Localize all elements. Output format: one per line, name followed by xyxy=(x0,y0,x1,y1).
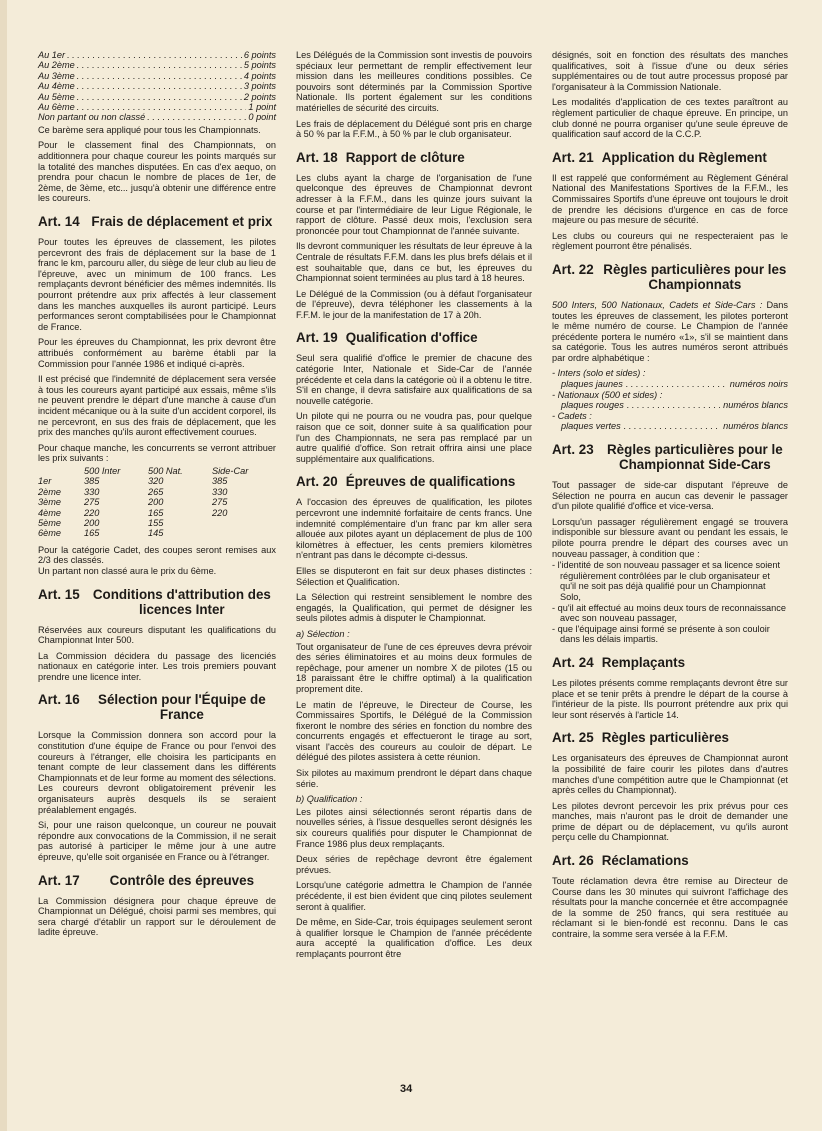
paragraph: Réservées aux coureurs disputant les qualifications du Championnat Inter 500. xyxy=(38,624,276,646)
paragraph: Ils devront communiquer les résultats de leur épreuve à la Centrale de résultats F.F.M. dans les plus brefs délais et il est souhaitable que, dans ce but, les épreuves du Championnat soient terminées au plus tard à 18 heures. xyxy=(296,241,532,284)
prize-table-header: 500 Inter 500 Nat. Side-Car xyxy=(84,465,249,476)
paragraph: Les Délégués de la Commission sont investis de pouvoirs spéciaux leur permettant de remplir effectivement leur mission dans les meilleures conditions possibles. Ce pouvoirs sont déterminés par la Commission Sportive Nationale. Ils portent également sur les conditions matérielles de sécurité des circuits. xyxy=(296,50,532,113)
article-heading: Art. 19 Qualification d'office xyxy=(296,330,478,346)
plate-category: - Cadets : xyxy=(552,410,592,421)
article-heading: Art. 21 Application du Règlement xyxy=(552,149,767,165)
prize-row: 6ème 165 145 xyxy=(38,528,164,539)
condition-list xyxy=(552,560,788,645)
article-heading: Art. 14 Frais de déplacement et prix xyxy=(38,214,273,229)
points-row: Au 6ème . . . 1 point xyxy=(38,102,276,112)
list-item: - que l'équipage ainsi formé se présente à son couloir dans les délais impartis. xyxy=(560,624,788,645)
paragraph: Pour les épreuves du Championnat, les prix devront être attribués conformément au barème établi par la Commission pour l'année 1986 et indiqué ci-après. xyxy=(38,337,276,369)
plate-category: - Nationaux (500 et sides) : xyxy=(552,389,663,400)
paragraph: Tout passager de side-car disputant l'épreuve de Sélection ne pourra en aucun cas devenir le passager d'un pilote qualifié d'office et vice-versa. xyxy=(552,480,788,512)
prize-row: 2ème 330 265 330 xyxy=(38,486,228,497)
subheading: a) Sélection : xyxy=(296,628,350,639)
lead-text: 500 Inters, 500 Nationaux, Cadets et Side-Cars : xyxy=(552,299,763,310)
prize-row: 4ème 220 165 220 xyxy=(38,507,228,518)
paragraph: Les pilotes devront percevoir les prix prévus pour ces manches, mais n'auront pas le droit de demander une prime de départ ou de déplacement, vu qu'ils auront perçu celle du Championnat. xyxy=(552,800,788,843)
plate-list xyxy=(552,368,788,432)
paragraph: A l'occasion des épreuves de qualification, les pilotes percevront une indemnité forfaitaire de cents francs. Une indemnité complémentaire d'un franc par km aller sera allouée aux pilotes ayant un déplacement de plus de 100 kilomètres à effectuer, les cents premiers kilomètres n'entrant pas dans le décompte ci-dessus. xyxy=(296,497,532,561)
points-row: Au 2ème . . . 5 points xyxy=(38,60,276,70)
paragraph: Il est précisé que l'indemnité de déplacement sera versée à tous les coureurs ayant participé aux essais, même s'ils ne peuvent prendre le départ d'une manche à cause d'un incident mécanique ou à la suite d'un accident corporel, ils ne percevront, en sus des frais de déplacement, que les prix des manches qu'ils auront effectivement courues. xyxy=(38,374,276,438)
paragraph: La Commission décidera du passage des licenciés nationaux en catégorie inter. Les trois premiers pouvant prendre une licence inter. xyxy=(38,650,276,682)
paragraph: Six pilotes au maximum prendront le départ dans chaque série. xyxy=(296,768,532,789)
paragraph: Les pilotes ainsi sélectionnés seront répartis dans de nouvelles séries, à l'issue desquelles seront désignés les six coureurs qualifiés pour disputer le Championnat de France 1986 plus deux remplaçants. xyxy=(296,806,532,849)
paragraph: 500 Inters, 500 Nationaux, Cadets et Side-Cars : Dans toutes les épreuves de classement, les pilotes porteront le même numéro de course. Le Champion de l'année précédente portera le numéro «1», s'il se maintient dans sa catégorie. Tous les autres numéros seront attribués par ordre alphabétique : xyxy=(552,299,788,363)
list-item: - l'identité de son nouveau passager et sa licence soient régulièrement contrôlées par le club organisateur et qu'il ne soit pas déjà qualifié pour un Championnat Solo, xyxy=(560,560,788,602)
page-edge-shadow xyxy=(0,0,7,1131)
subheading: b) Qualification : xyxy=(296,794,363,805)
article-heading: Art. 22 Règles particulières pour les Championnats xyxy=(552,261,787,292)
article-heading: Art. 26 Réclamations xyxy=(552,853,689,869)
paragraph: Les clubs ou coureurs qui ne respecteraient pas le règlement pourront être pénalisés. xyxy=(552,230,788,252)
paragraph: Si, pour une raison quelconque, un coureur ne pouvait répondre aux convocations de la Commission, il ne serait pas autorisé à participer le même jour à une autre épreuve, qu'elle soit organisée en France ou à l'étranger. xyxy=(38,820,276,862)
paragraph: Le matin de l'épreuve, le Directeur de Course, les Commissaires Sportifs, le Délégué de la Commission fixeront le nombre des séries en fonction du nombre des concurrents engagés et effectueront le tirage au sort, visant l'accès des coureurs au couloir de départ. Le délégué des pilotes assistera à cette réunion. xyxy=(296,699,532,763)
plate-category: - Inters (solo et sides) : xyxy=(552,368,646,379)
article-heading: Art. 25 Règles particulières xyxy=(552,730,729,746)
article-heading: Art. 18 Rapport de clôture xyxy=(296,149,465,165)
paragraph: Deux séries de repêchage devront être également prévues. xyxy=(296,854,532,875)
article-heading: Art. 20 Épreuves de qualifications xyxy=(296,474,516,490)
prize-row: 1er 385 320 385 xyxy=(38,476,228,487)
points-row: Non partant ou non classé . . . 0 point xyxy=(38,112,276,122)
article-heading: Art. 24 Remplaçants xyxy=(552,654,686,670)
prize-row: 3ème 275 200 275 xyxy=(38,497,228,508)
paragraph: Ce barème sera appliqué pour tous les Championnats. xyxy=(38,124,261,135)
paragraph: Les frais de déplacement du Délégué sont pris en charge à 50 % par la F.F.M., à 50 % par le club organisateur. xyxy=(296,118,532,140)
article-heading: Art. 15 Conditions d'attribution des licences Inter xyxy=(38,586,271,617)
paragraph: De même, en Side-Car, trois équipages seulement seront à qualifier lorsque le Champion de l'année précédente aura accepté la qualification d'office. Les deux remplaçants pourront être xyxy=(296,917,532,959)
points-row: Au 5ème . . . 2 points xyxy=(38,92,276,102)
page-number: 34 xyxy=(400,1083,413,1095)
paragraph: Un partant non classé aura le prix du 6ème. xyxy=(38,565,217,576)
prize-table xyxy=(38,466,254,539)
paragraph: Seul sera qualifié d'office le premier de chacune des catégorie Inter, Nationale et Side-Car de l'année précédente et cela dans la catégorie où il a obtenu le titre. S'il en change, il devra satisfaire aux qualifications de sa nouvelle catégorie. xyxy=(296,353,532,406)
paragraph: Un pilote qui ne pourra ou ne voudra pas, pour quelque raison que ce soit, donner suite à sa qualification pour l'un des Championnats, ne sera pas remplacé par un autre qualifié d'office. Son retrait offrira ainsi une place supplémentaire aux qualifications. xyxy=(296,411,532,464)
paragraph: Lorsqu'un passager régulièrement engagé se trouvera indisponible sur blessure avant ou pendant les essais, le pilote pourra prendre le départ des courses avec un nouveau passager, à condition que : xyxy=(552,516,788,559)
paragraph: Les pilotes présents comme remplaçants devront être sur place et se tenir prêts à prendre le départ de la course à l'intérieur de la piste. Ils pourront prétendre aux prix qui leur sont réservés à l'article 14. xyxy=(552,677,788,720)
column-middle xyxy=(296,50,532,965)
column-right xyxy=(552,50,788,945)
article-heading: Art. 16 Sélection pour l'Équipe de France xyxy=(38,692,266,723)
points-row: Au 4ème . . . 3 points xyxy=(38,81,276,91)
article-heading: Art. 17 Contrôle des épreuves xyxy=(38,872,255,888)
points-scale xyxy=(38,50,276,123)
paragraph: Il est rappelé que conformément au Règlement Général National des Manifestations Sportives de la F.F.M., les Commissaires Sportifs d'une épreuve ont toujours le droit de prendre les décisions d'urgence en cas de force majeure ou pas mesure de sécurité. xyxy=(552,172,788,226)
plate-row: plaques jaunes . . . numéros noirs xyxy=(552,379,788,390)
paragraph: désignés, soit en fonction des résultats des manches qualificatives, soit à l'issue d'une ou deux séries supplémentaires ou de tout autre processus proposé par l'organisateur à la Commission Nationale. xyxy=(552,50,788,92)
paragraph: Lorsqu'une catégorie admettra le Champion de l'année précédente, il est bien évident que cinq pilotes seulement seront à qualifier. xyxy=(296,880,532,912)
list-item: - qu'il ait effectué au moins deux tours de reconnaissance avec son nouveau passager, xyxy=(560,603,788,624)
paragraph: Elles se disputeront en fait sur deux phases distinctes : Sélection et Qualification. xyxy=(296,565,532,587)
prize-row: 5ème 200 155 xyxy=(38,517,164,528)
paragraph: Pour chaque manche, les concurrents se verront attribuer les prix suivants : xyxy=(38,442,276,464)
points-row: Au 3ème . . . 4 points xyxy=(38,71,276,81)
paragraph: Les organisateurs des épreuves de Championnat auront la possibilité de faire courir les pilotes dans d'autres manches d'une compétition autre que le Championnat (et après celles du Championnat). xyxy=(552,753,788,796)
paragraph: Les clubs ayant la charge de l'organisation de l'une quelconque des épreuves de Championnat devront adresser à la F.F.M., dans les quinze jours suivant la course et par l'intermédiaire de leur Ligue Régionale, le rapport de clôture. Passé deux mois, l'exclusion sera prononcée pour tout Championnat de l'année suivante. xyxy=(296,172,532,236)
paragraph: Pour le classement final des Championnats, on additionnera pour chaque coureur les points marqués sur la totalité des manches disputées. En cas d'ex aequo, on prendra pour chacun le nombre de places de 1er, de 2ème, de 3ème, etc... jusqu'à obtenir une différence entre les coureurs. xyxy=(38,140,276,204)
paragraph: La Commission désignera pour chaque épreuve de Championnat un Délégué, choisi parmi ses membres, qui sera chargé d'établir un rapport sur le déroulement de ladite épreuve. xyxy=(38,895,276,938)
column-left xyxy=(38,50,276,943)
paragraph: Tout organisateur de l'une de ces épreuves devra prévoir des séries éliminatoires et au moins deux formules de repêchage, pour amener un nombre X de pilotes (15 ou 18 paraissant être le chiffre optimal) à la qualification proprement dite. xyxy=(296,641,532,694)
paragraph: La Sélection qui restreint sensiblement le nombre des engagés, la Qualification, qui permet de désigner les seuls pilotes admis à disputer le Championnat. xyxy=(296,592,532,624)
paragraph: Toute réclamation devra être remise au Directeur de Course dans les 30 minutes qui suivront l'affichage des résultats pour la manche concernée et être accompagnée de la somme de 250 francs, qui sera restituée au réclamant si le bien-fondé est reconnu. Dans le cas contraire, la somme sera versée à la F.F.M. xyxy=(552,876,788,940)
paragraph: Lorsque la Commission donnera son accord pour la constitution d'une équipe de France ou pour l'envoi des coureurs à l'étranger, elle choisira les participants en tenant compte de leur classement dans les différents Championnats et de leur forme au moment des sélections. Les coureurs devront obligatoirement prévenir les organisateurs auprès desquels ils se seraient préalablement engagés. xyxy=(38,730,276,815)
plate-row: plaques rouges . . . numéros blancs xyxy=(552,400,788,411)
paragraph: Les modalités d'application de ces textes paraîtront au règlement particulier de chaque épreuve. En principe, un club donné ne pourra organiser qu'une seule épreuve de qualification sauf accord de la C.C.P. xyxy=(552,97,788,140)
paragraph: Pour toutes les épreuves de classement, les pilotes percevront des frais de déplacement sur la base de 1 franc le km, parcouru aller, du siège de leur club au lieu de l'épreuve, avec un minimum de 100 francs. Les remplaçants devront bénéficier des mêmes indemnités. Ils pourront prétendre aux prix affectés à leur classement dans les manches auxquelles ils auront participé. Leurs performances seront comptabilisées pour le Championnat de France. xyxy=(38,237,276,332)
points-row: Au 1er . . . 6 points xyxy=(38,50,276,60)
article-heading: Art. 23 Règles particulières pour le Championnat Side-Cars xyxy=(552,442,783,473)
paragraph: Le Délégué de la Commission (ou à défaut l'organisateur de l'épreuve), devra téléphoner les classements à la F.F.M. le jour de la manifestation de 17 à 20h. xyxy=(296,288,532,320)
plate-row: plaques vertes . . . numéros blancs xyxy=(552,421,788,432)
paragraph: Pour la catégorie Cadet, des coupes seront remises aux 2/3 des classés. xyxy=(38,544,276,566)
